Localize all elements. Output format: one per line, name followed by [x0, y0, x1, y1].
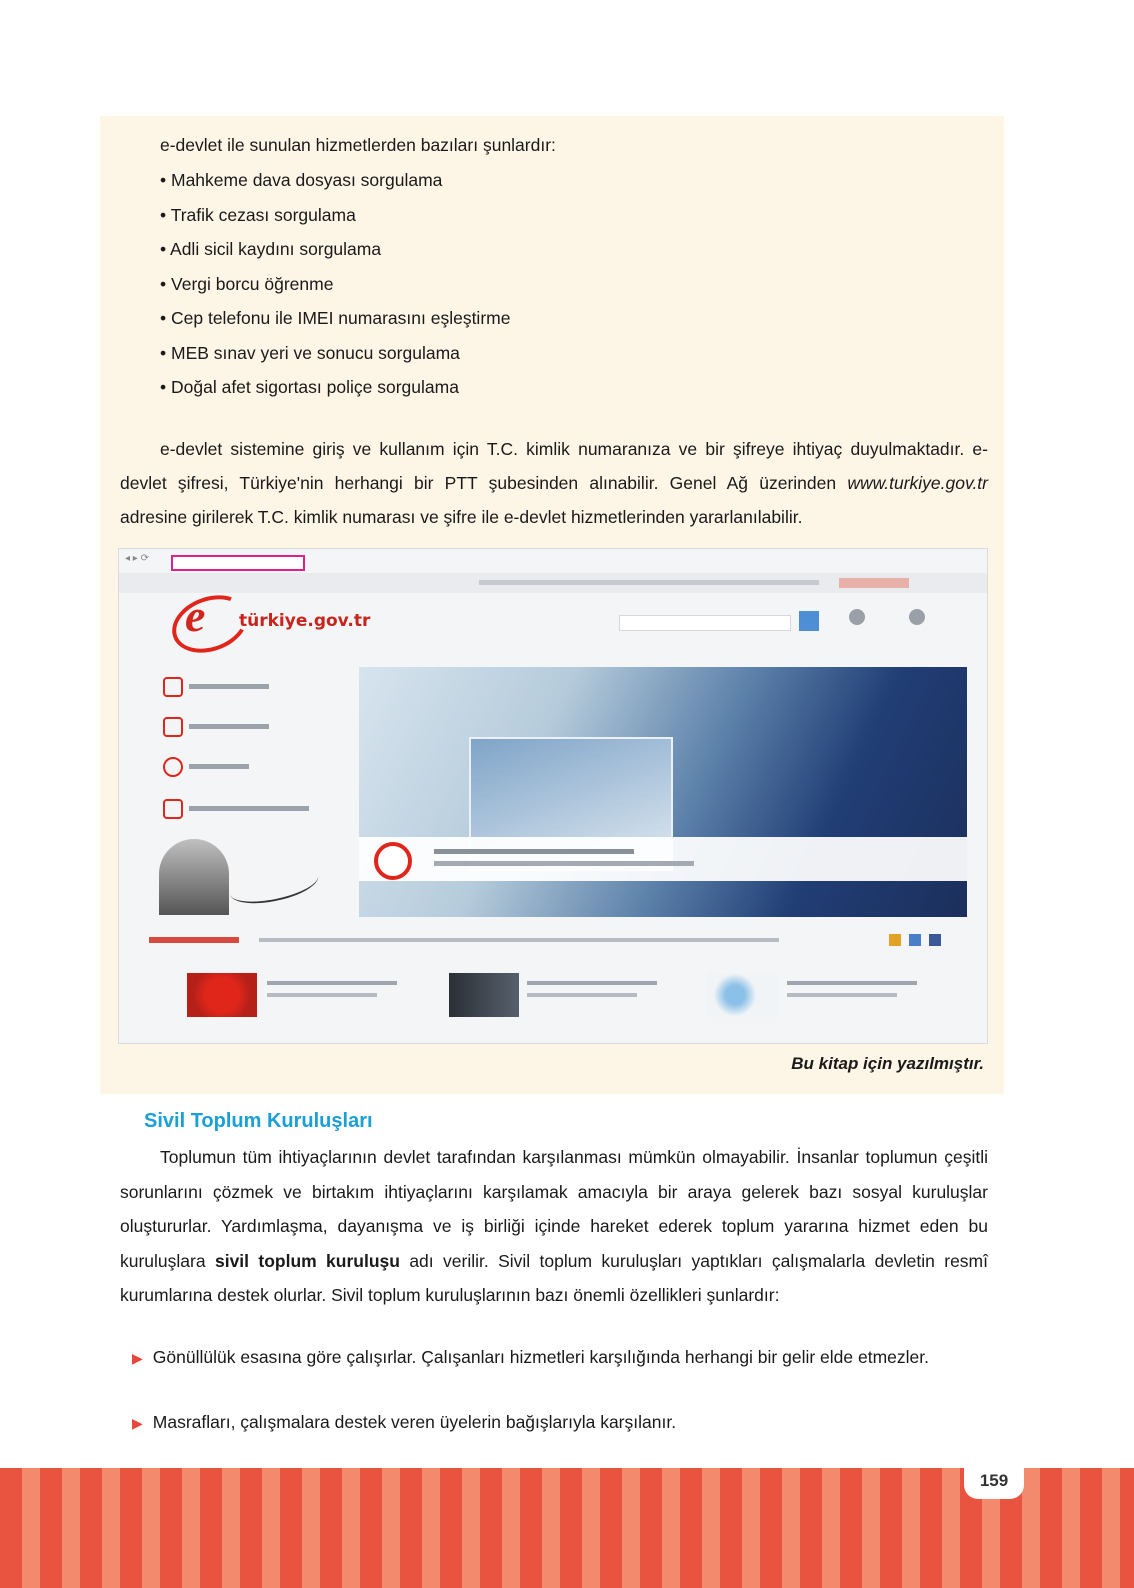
list-item: • Adli sicil kaydını sorgulama [160, 232, 510, 267]
address-bar-highlight [171, 555, 305, 571]
arrow-bullet-icon: ▶ [132, 1415, 143, 1431]
feature-item [120, 1340, 988, 1375]
edevlet-paragraph [120, 432, 988, 534]
intro-text: e-devlet ile sunulan hizmetlerden bazıları şunlardır: [160, 135, 556, 155]
rss-icon [889, 934, 901, 946]
site-logo-text: türkiye.gov.tr [239, 611, 371, 631]
ataturk-portrait [159, 839, 229, 915]
ngo-paragraph [120, 1140, 988, 1313]
bold-term: sivil toplum kuruluşu [214, 1250, 400, 1271]
help-icon [909, 609, 925, 625]
list-item: • Doğal afet sigortası poliçe sorgulama [160, 370, 510, 405]
turkiye-gov-screenshot [118, 548, 988, 1044]
section-title: Sivil Toplum Kuruluşları [144, 1110, 373, 1132]
services-list [160, 163, 510, 405]
list-item: • Mahkeme dava dosyası sorgulama [160, 163, 510, 198]
promo-thumbnail [449, 973, 519, 1017]
list-item: • Cep telefonu ile IMEI numarasını eşleştirme [160, 301, 510, 336]
paragraph-text: adı verilir. Sivil toplum kuruluşları yaptıkları çalışmalarla devletin resmî kurumlarına destek olurlar. Sivil toplum kuruluşlarının bazı önemli özellikleri şunlardır: [120, 1250, 988, 1305]
browser-nav-icon: ◂ ▸ ⟳ [125, 553, 149, 564]
emblem-icon [374, 842, 412, 880]
facebook-icon [929, 934, 941, 946]
list-item: • Trafik cezası sorgulama [160, 198, 510, 233]
news-ticker [149, 937, 969, 945]
promo-thumbnail [187, 973, 257, 1017]
feature-text: Gönüllülük esasına göre çalışırlar. Çalışanları hizmetleri karşılığında herhangi bir gelir elde etmezler. [152, 1347, 929, 1367]
sidebar-item [163, 717, 343, 737]
user-icon [849, 609, 865, 625]
paragraph-text: adresine girilerek T.C. kimlik numarası ve şifre ile e-devlet hizmetlerinden yararlanılabilir. [120, 507, 803, 527]
arrow-bullet-icon: ▶ [132, 1350, 143, 1366]
sidebar-item [163, 799, 343, 819]
twitter-icon [909, 934, 921, 946]
sidebar-item [163, 677, 343, 697]
site-search-box [619, 615, 791, 631]
list-item: • MEB sınav yeri ve sonucu sorgulama [160, 336, 510, 371]
feature-item [120, 1405, 988, 1440]
page-number: 159 [964, 1465, 1024, 1499]
logo-letter: e [185, 590, 206, 641]
promo-thumbnail [707, 973, 777, 1017]
hero-banner [359, 667, 967, 917]
image-caption: Bu kitap için yazılmıştır. [791, 1054, 984, 1073]
paragraph-text: Toplumun tüm ihtiyaçlarının devlet tarafından karşılanması mümkün olmayabilir. İnsanlar toplumun çeşitli sorunlarını çözmek ve birtakım ihtiyaçlarını karşılamak amacıyla bir araya gelerek bazı sosyal kuruluşlar oluştururlar. Yardımlaşma, dayanışma ve iş birliği içinde hareket ederek toplum yararına hizmet eden bu kuruluşlara [120, 1147, 988, 1271]
feature-text: Masrafları, çalışmalara destek veren üyelerin bağışlarıyla karşılanır. [152, 1412, 677, 1432]
signature [227, 860, 322, 910]
paragraph-text: e-devlet sistemine giriş ve kullanım için T.C. kimlik numaranıza ve bir şifreye ihtiyaç duyulmaktadır. e-devlet şifresi, Türkiye'nin herhangi bir PTT şubesinden alınabilir. Genel Ağ üzerinden [120, 439, 988, 493]
sidebar-item [163, 757, 343, 777]
list-item: • Vergi borcu öğrenme [160, 267, 510, 302]
site-top-bar [119, 573, 987, 593]
search-icon [799, 611, 819, 631]
website-url: www.turkiye.gov.tr [847, 473, 988, 493]
